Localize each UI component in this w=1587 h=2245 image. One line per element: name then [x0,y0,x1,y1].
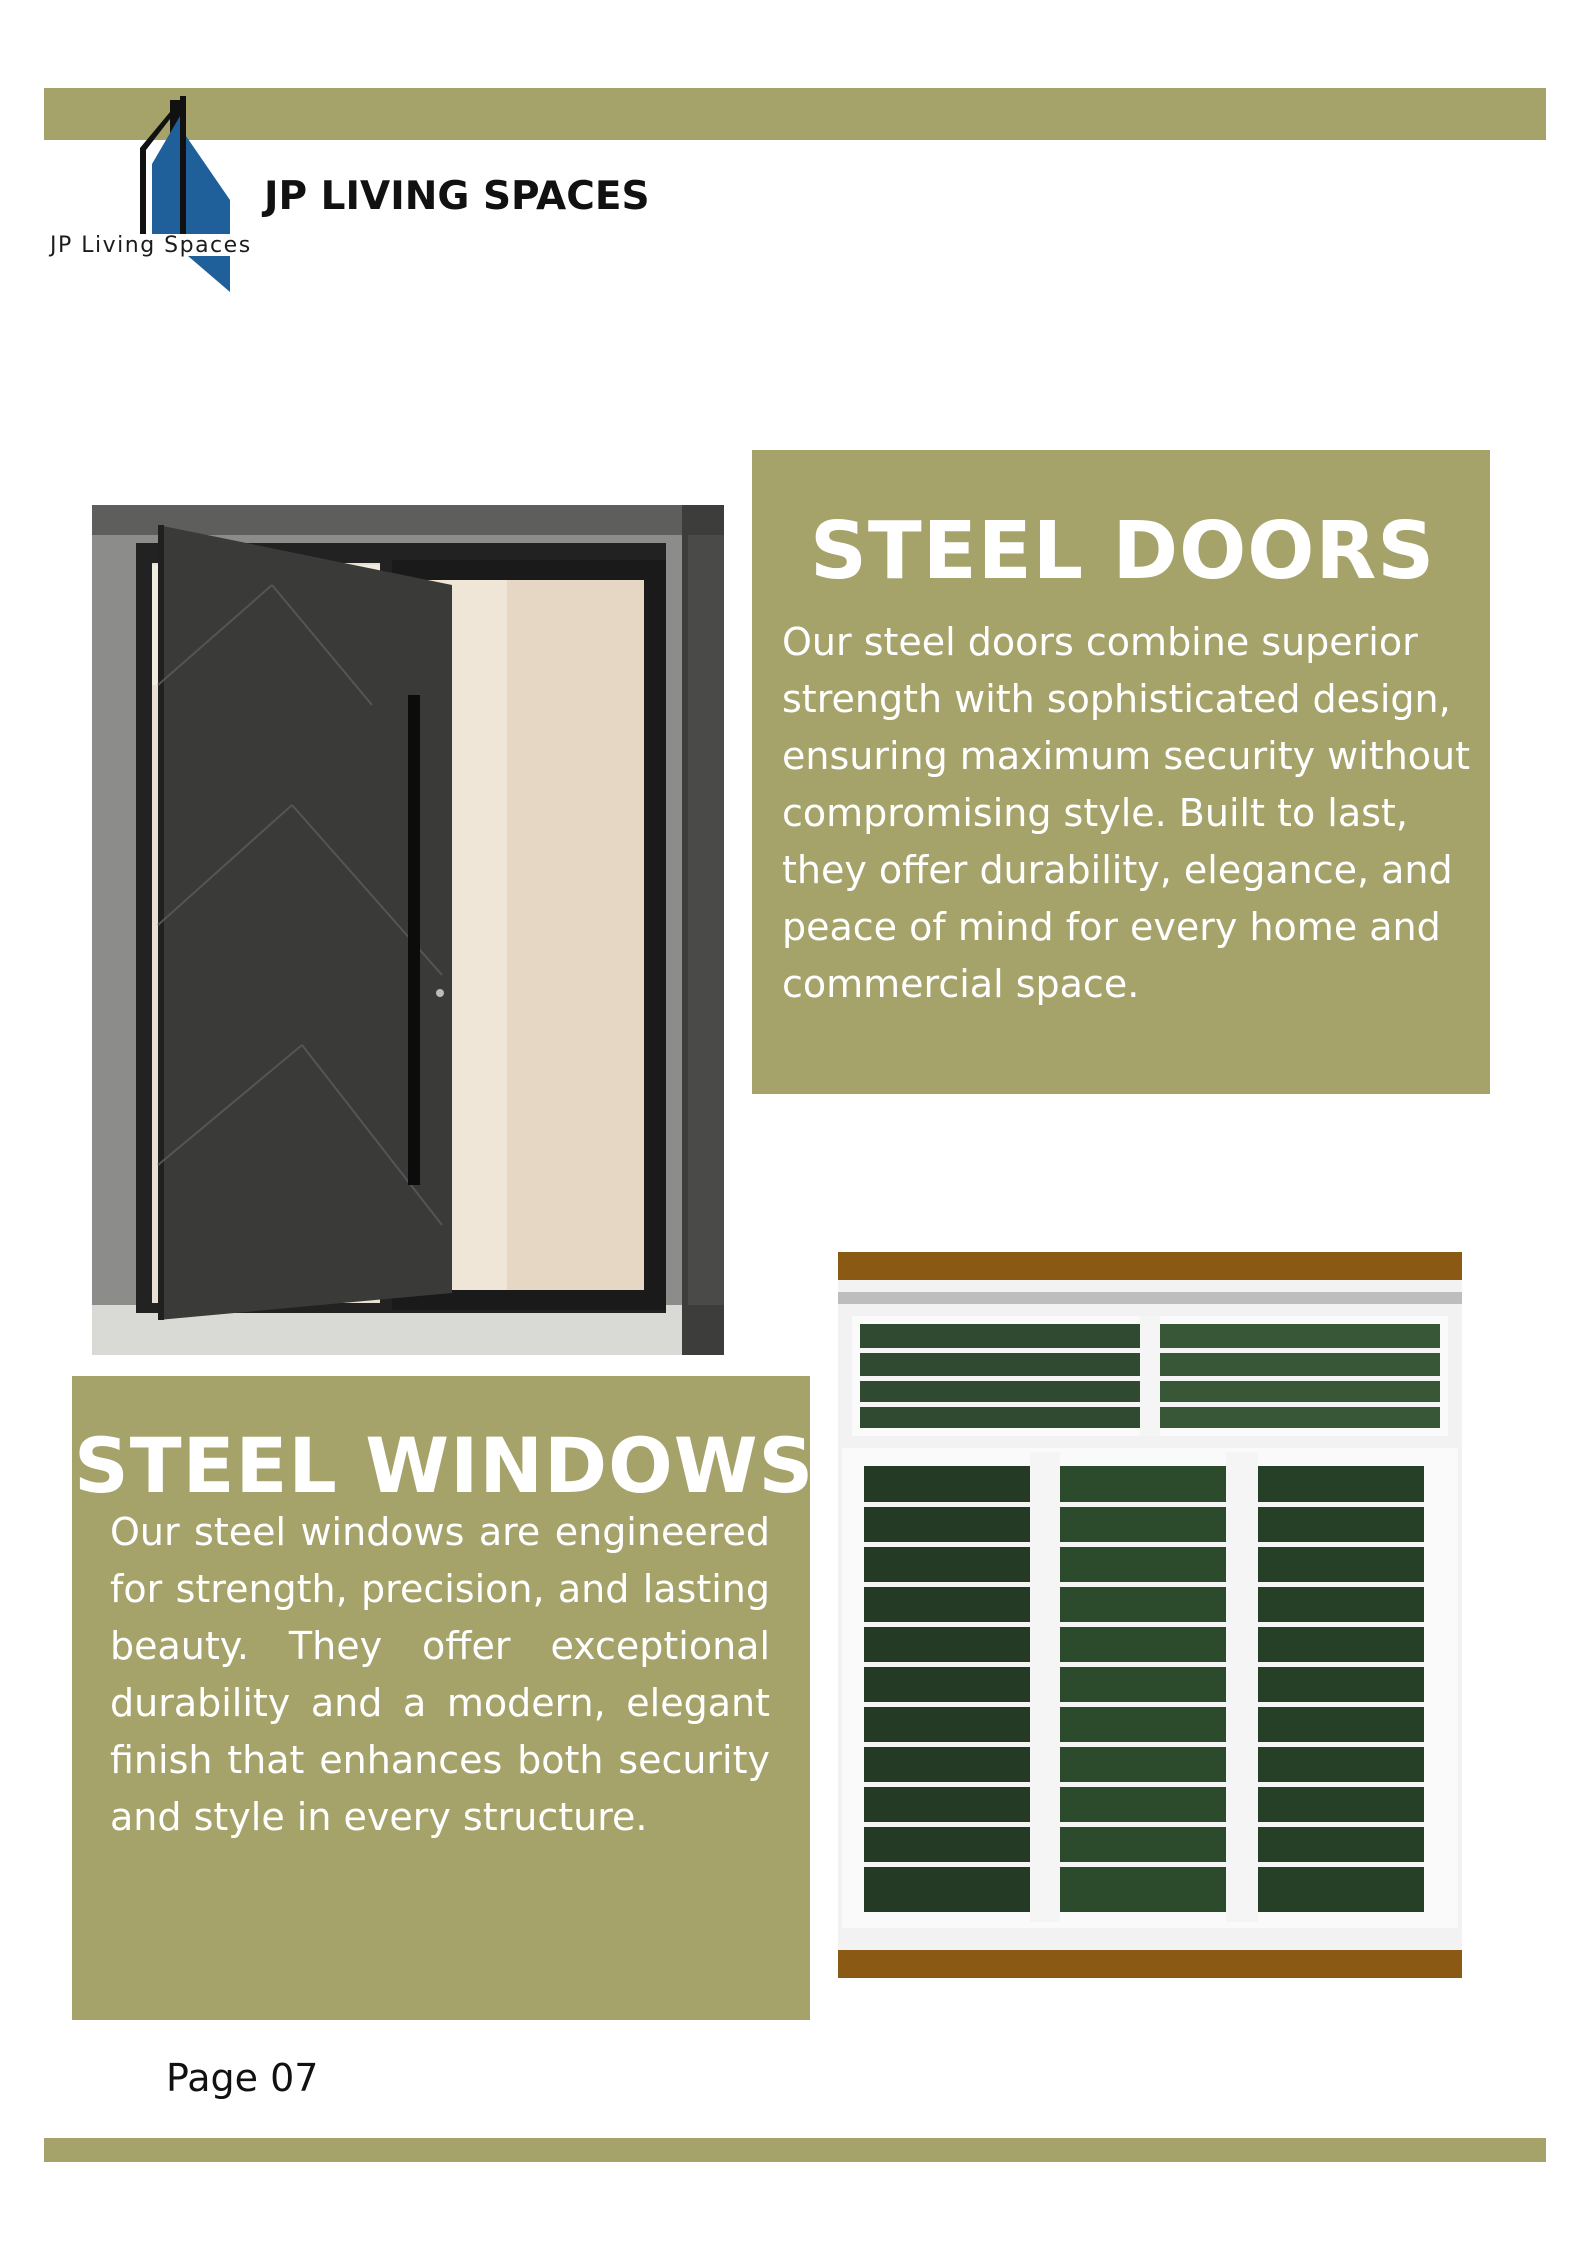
company-logo [44,96,284,316]
steel-door-photo [92,505,724,1355]
page-number: Page 07 [166,2056,319,2100]
brand-name: JP LIVING SPACES [264,174,650,219]
steel-windows-title: STEEL WINDOWS [74,1421,815,1510]
steel-doors-panel [752,450,1490,1094]
logo-wordmark: JP Living Spaces [50,233,252,258]
steel-doors-description: Our steel doors combine superior strength with sophisticated design, ensuring maximum security without compromising style. Built to last, they offer durability, elegance, and peace of mind for every home and commercial space. [782,620,1471,1006]
steel-doors-title: STEEL DOORS [810,505,1436,597]
steel-window-photo [838,1252,1462,1978]
building-logo-icon [94,96,274,316]
steel-windows-panel [72,1376,815,2020]
steel-windows-description: Our steel windows are engineered for strength, precision, and lasting beauty. They offer exceptional durability and a modern, elegant finish that enhances both security and style in every structure. [110,1510,770,1839]
bottom-accent-bar [44,2138,1546,2162]
